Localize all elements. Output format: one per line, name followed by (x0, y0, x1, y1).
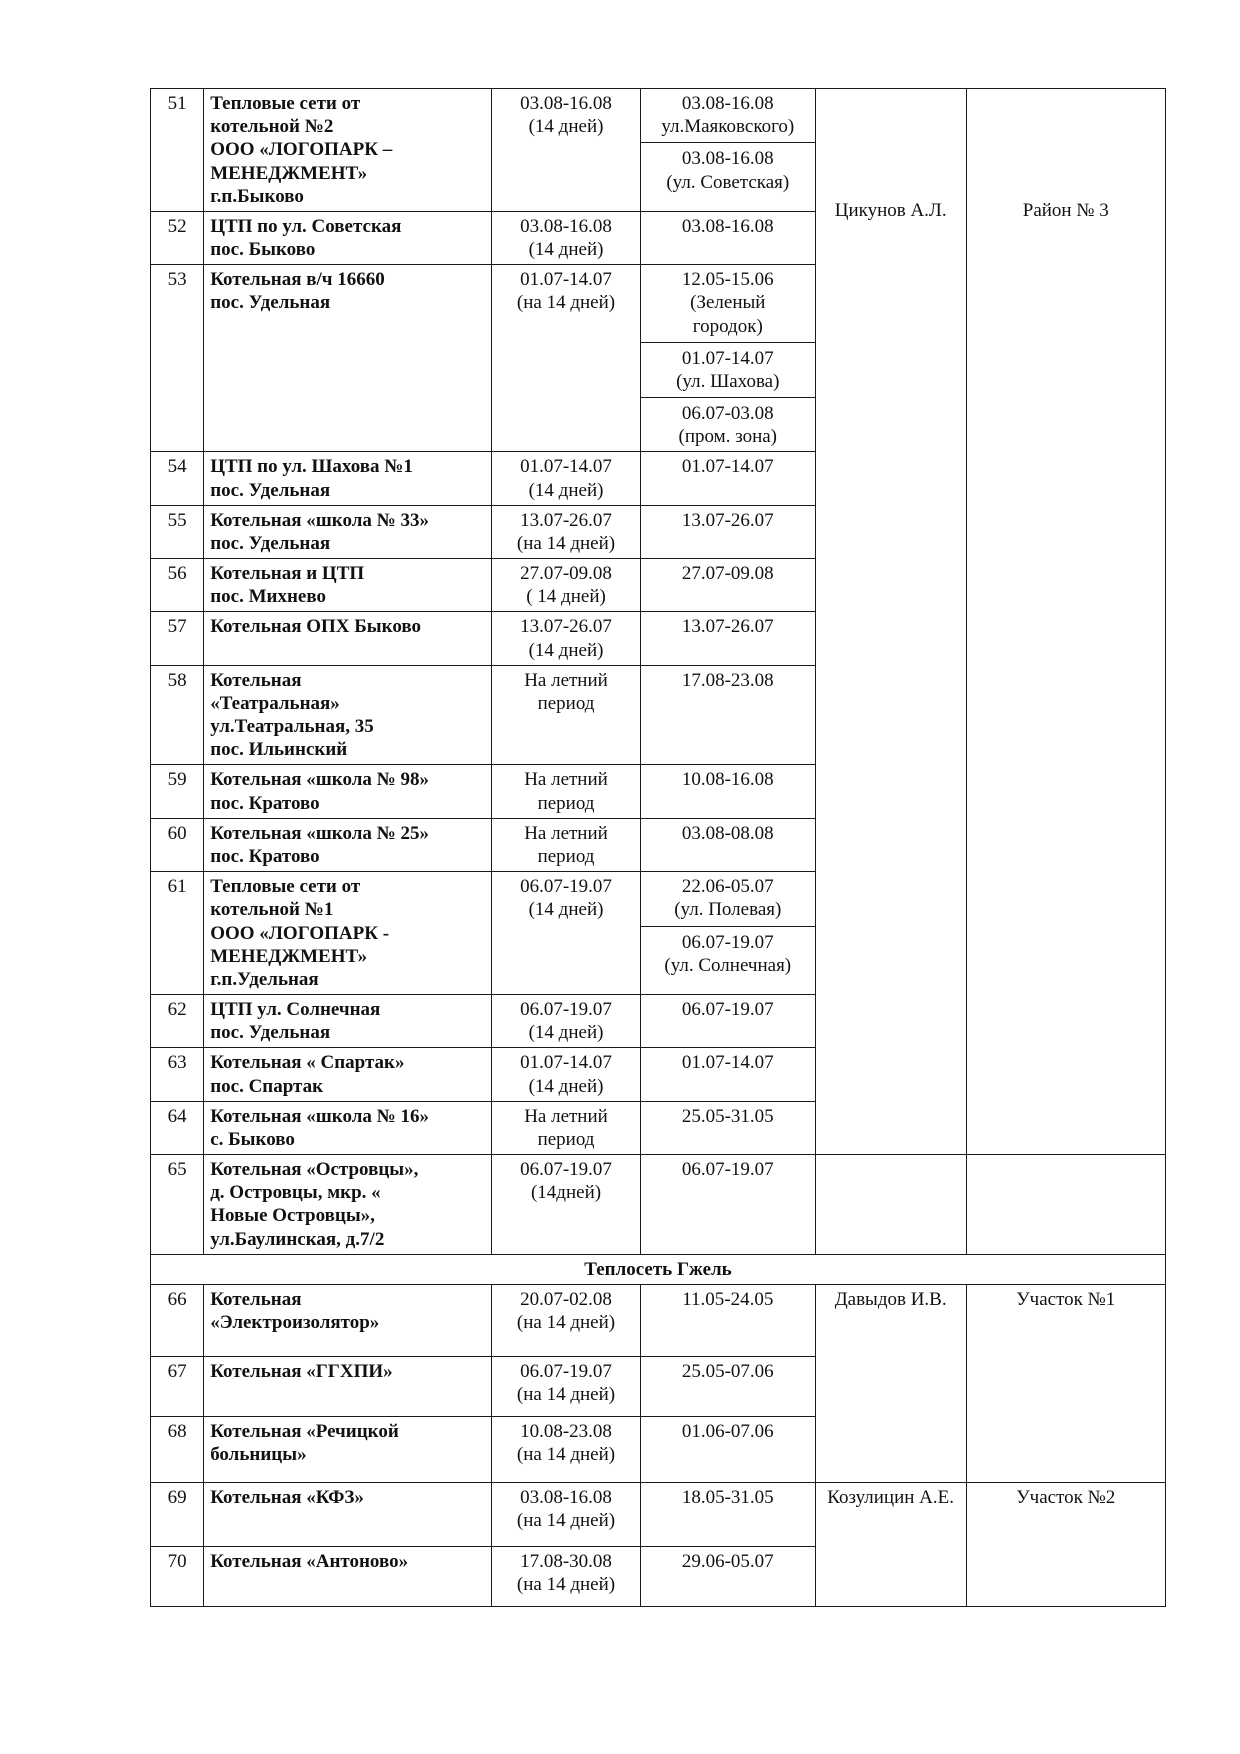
text-line: Котельная «Антоново» (210, 1550, 409, 1572)
shutdown-dates (640, 89, 815, 212)
shutdown-subperiod (647, 509, 809, 532)
repair-period (492, 665, 640, 765)
text-line: (14 дней) (528, 239, 604, 261)
text-line: Котельная «Островцы», (210, 1159, 419, 1181)
text-line: 27.07-09.08 (681, 563, 774, 585)
row-number: 60 (151, 818, 204, 871)
text-line: (14 дней) (528, 1075, 604, 1097)
text-line: (14 дней) (528, 899, 604, 921)
text-line: 06.07-19.07 (681, 999, 774, 1021)
text-line: 06.07-19.07 (681, 931, 774, 953)
text-line: 25.05-31.05 (681, 1105, 774, 1127)
text-line: больницы» (210, 1444, 307, 1466)
object-name (204, 1356, 492, 1416)
object-name (204, 505, 492, 558)
text-line: ЦТП по ул. Советская (210, 215, 402, 237)
table-row (151, 1284, 1166, 1356)
object-name (204, 1416, 492, 1482)
row-number: 59 (151, 765, 204, 818)
repair-period (492, 559, 640, 612)
row-number: 53 (151, 265, 204, 452)
shutdown-subperiod (647, 455, 809, 478)
responsible-person (815, 1155, 966, 1255)
repair-period (492, 265, 640, 452)
text-line: Котельная «КФЗ» (210, 1486, 364, 1508)
text-line: Котельная «Речицкой (210, 1420, 399, 1442)
text-line: пос. Быково (210, 239, 316, 261)
repair-period (492, 1482, 640, 1546)
repair-period (492, 1101, 640, 1154)
shutdown-dates (640, 1101, 815, 1154)
object-name (204, 612, 492, 665)
text-line: (на 14 дней) (516, 1384, 616, 1406)
repair-period (492, 872, 640, 995)
text-line: Тепловые сети от (210, 876, 361, 898)
text-line: 06.07-19.07 (520, 999, 612, 1021)
repair-period (492, 1416, 640, 1482)
row-number: 68 (151, 1416, 204, 1482)
object-name (204, 265, 492, 452)
text-line: 03.08-16.08 (681, 148, 774, 170)
shutdown-subperiod (647, 1486, 809, 1509)
row-number: 63 (151, 1048, 204, 1101)
shutdown-dates (640, 265, 815, 452)
shutdown-subperiod (647, 669, 809, 692)
text-line: Новые Островцы», (210, 1205, 375, 1227)
text-line: 01.07-14.07 (520, 1052, 612, 1074)
shutdown-subperiod (647, 1360, 809, 1383)
repair-period (492, 1356, 640, 1416)
row-number: 64 (151, 1101, 204, 1154)
text-line: 06.07-19.07 (520, 1159, 612, 1181)
text-line: ЦТП по ул. Шахова №1 (210, 456, 413, 478)
text-line: «Театральная» (210, 692, 340, 714)
shutdown-dates (640, 559, 815, 612)
shutdown-dates (640, 1416, 815, 1482)
row-number: 70 (151, 1546, 204, 1606)
text-line: городок) (692, 315, 763, 337)
row-number: 56 (151, 559, 204, 612)
text-line: (на 14 дней) (516, 1574, 616, 1596)
text-line: Котельная « Спартак» (210, 1052, 405, 1074)
text-line: (пром. зона) (678, 426, 778, 448)
row-number: 57 (151, 612, 204, 665)
text-line: 10.08-16.08 (681, 769, 774, 791)
object-name (204, 665, 492, 765)
shutdown-subperiod (647, 92, 809, 138)
row-number: 66 (151, 1284, 204, 1356)
repair-period (492, 89, 640, 212)
text-line: (на 14 дней) (516, 1312, 616, 1334)
text-line: 06.07-03.08 (681, 403, 774, 425)
object-name (204, 818, 492, 871)
row-number: 58 (151, 665, 204, 765)
object-name (204, 89, 492, 212)
text-line: 06.07-19.07 (520, 876, 612, 898)
text-line: МЕНЕДЖМЕНТ» (210, 162, 368, 184)
text-line: 10.08-23.08 (520, 1420, 612, 1442)
text-line: ул.Театральная, 35 (210, 716, 374, 738)
text-line: На летний (524, 669, 608, 691)
repair-schedule-table (150, 88, 1166, 1607)
shutdown-subperiod (647, 1550, 809, 1573)
text-line: пос. Кратово (210, 845, 320, 867)
repair-period (492, 211, 640, 264)
text-line: На летний (524, 1105, 608, 1127)
text-line: 03.08-16.08 (681, 93, 774, 114)
text-line: 29.06-05.07 (681, 1550, 774, 1572)
text-line: Котельная «школа № 98» (210, 769, 429, 791)
text-line: период (537, 692, 595, 714)
text-line: (на 14 дней) (516, 1510, 616, 1532)
text-line: (на 14 дней) (516, 532, 616, 554)
shutdown-dates (640, 665, 815, 765)
text-line: г.п.Удельная (210, 968, 319, 990)
shutdown-subperiod (647, 822, 809, 845)
text-line: (на 14 дней) (516, 1444, 616, 1466)
shutdown-dates (640, 872, 815, 995)
shutdown-dates (640, 1155, 815, 1255)
text-line: 11.05-24.05 (682, 1288, 774, 1310)
text-line: Тепловые сети от (210, 93, 361, 114)
text-line: (14 дней) (528, 1022, 604, 1044)
object-name (204, 452, 492, 505)
row-number: 51 (151, 89, 204, 212)
text-line: (14 дней) (528, 479, 604, 501)
text-line: 03.08-16.08 (681, 215, 774, 237)
text-line: (ул. Полевая) (674, 899, 782, 921)
shutdown-subperiod (641, 397, 815, 448)
repair-period (492, 612, 640, 665)
text-line: Котельная «школа № 25» (210, 822, 429, 844)
row-number: 65 (151, 1155, 204, 1255)
shutdown-dates (640, 1546, 815, 1606)
repair-period (492, 765, 640, 818)
row-number: 67 (151, 1356, 204, 1416)
shutdown-subperiod (647, 1105, 809, 1128)
text-line: с. Быково (210, 1128, 295, 1150)
repair-period (492, 1048, 640, 1101)
text-line: ул.Баулинская, д.7/2 (210, 1228, 385, 1250)
text-line: пос. Удельная (210, 479, 331, 501)
object-name (204, 1284, 492, 1356)
object-name (204, 1155, 492, 1255)
text-line: 01.07-14.07 (520, 456, 612, 478)
text-line: 17.08-30.08 (520, 1550, 612, 1572)
text-line: 03.08-08.08 (681, 822, 774, 844)
shutdown-subperiod (647, 268, 809, 338)
object-name (204, 1482, 492, 1546)
text-line: ООО «ЛОГОПАРК - (210, 922, 390, 944)
shutdown-subperiod (647, 1158, 809, 1181)
text-line: (ул. Шахова) (676, 370, 780, 392)
object-name (204, 559, 492, 612)
text-line: (на 14 дней) (516, 292, 616, 314)
text-line: 22.06-05.07 (681, 876, 774, 898)
text-line: 20.07-02.08 (520, 1288, 612, 1310)
text-line: д. Островцы, мкр. « (210, 1182, 381, 1204)
text-line: период (537, 792, 595, 814)
text-line: Котельная (210, 669, 302, 691)
shutdown-subperiod (641, 926, 815, 977)
shutdown-subperiod (647, 1420, 809, 1443)
text-line: Котельная «ГГХПИ» (210, 1360, 393, 1382)
text-line: На летний (524, 769, 608, 791)
text-line: период (537, 845, 595, 867)
text-line: 03.08-16.08 (520, 215, 612, 237)
shutdown-dates (640, 1356, 815, 1416)
text-line: (14дней) (530, 1182, 602, 1204)
text-line: период (537, 1128, 595, 1150)
text-line: 03.08-16.08 (520, 93, 612, 114)
text-line: (ул. Советская) (666, 171, 790, 193)
text-line: пос. Удельная (210, 532, 331, 554)
text-line: пос. Ильинский (210, 739, 348, 761)
text-line: пос. Удельная (210, 292, 331, 314)
text-line: 12.05-15.06 (681, 269, 774, 291)
repair-period (492, 452, 640, 505)
text-line: МЕНЕДЖМЕНТ» (210, 945, 368, 967)
text-line: 01.06-07.06 (681, 1420, 774, 1442)
shutdown-dates (640, 818, 815, 871)
text-line: 13.07-26.07 (520, 616, 612, 638)
text-line: (14 дней) (528, 116, 604, 138)
text-line: 13.07-26.07 (681, 509, 774, 531)
shutdown-subperiod (641, 142, 815, 193)
text-line: ул.Маяковского) (661, 116, 795, 138)
area-name: Участок №2 (966, 1482, 1166, 1606)
shutdown-dates (640, 765, 815, 818)
shutdown-dates (640, 1482, 815, 1546)
object-name (204, 211, 492, 264)
text-line: 13.07-26.07 (520, 509, 612, 531)
object-name (204, 1546, 492, 1606)
repair-period (492, 505, 640, 558)
shutdown-subperiod (647, 562, 809, 585)
shutdown-subperiod (641, 342, 815, 393)
row-number: 62 (151, 995, 204, 1048)
shutdown-subperiod (647, 1051, 809, 1074)
text-line: (Зеленый (690, 292, 766, 314)
text-line: 01.07-14.07 (681, 1052, 774, 1074)
text-line: 25.05-07.06 (681, 1360, 774, 1382)
text-line: ЦТП ул. Солнечная (210, 999, 381, 1021)
section-row (151, 1254, 1166, 1284)
text-line: 01.07-14.07 (520, 269, 612, 291)
text-line: котельной №2 (210, 116, 334, 138)
shutdown-dates (640, 1284, 815, 1356)
repair-period (492, 1155, 640, 1255)
text-line: 06.07-19.07 (520, 1360, 612, 1382)
table-row (151, 1155, 1166, 1255)
shutdown-dates (640, 211, 815, 264)
text-line: пос. Спартак (210, 1075, 324, 1097)
text-line: пос. Михнево (210, 586, 326, 608)
shutdown-dates (640, 452, 815, 505)
responsible-person: Давыдов И.В. (815, 1284, 966, 1482)
text-line: 03.08-16.08 (520, 1486, 612, 1508)
row-number: 69 (151, 1482, 204, 1546)
text-line: пос. Кратово (210, 792, 320, 814)
text-line: пос. Удельная (210, 1022, 331, 1044)
shutdown-dates (640, 995, 815, 1048)
text-line: ООО «ЛОГОПАРК – (210, 139, 393, 161)
text-line: 13.07-26.07 (681, 616, 774, 638)
row-number: 52 (151, 211, 204, 264)
shutdown-subperiod (647, 768, 809, 791)
object-name (204, 765, 492, 818)
section-title: Теплосеть Гжель (151, 1254, 1166, 1284)
shutdown-subperiod (647, 215, 809, 238)
area-name: Район № 3 (966, 89, 1166, 1155)
shutdown-subperiod (647, 998, 809, 1021)
object-name (204, 1101, 492, 1154)
shutdown-subperiod (647, 1288, 809, 1311)
shutdown-subperiod (647, 875, 809, 921)
text-line: Котельная (210, 1288, 302, 1310)
text-line: (ул. Солнечная) (664, 954, 792, 976)
row-number: 55 (151, 505, 204, 558)
text-line: 06.07-19.07 (681, 1159, 774, 1181)
table-row (151, 89, 1166, 212)
text-line: На летний (524, 822, 608, 844)
area-name (966, 1155, 1166, 1255)
area-name: Участок №1 (966, 1284, 1166, 1482)
object-name (204, 872, 492, 995)
repair-period (492, 1284, 640, 1356)
shutdown-dates (640, 612, 815, 665)
text-line: 01.07-14.07 (681, 456, 774, 478)
object-name (204, 995, 492, 1048)
text-line: ( 14 дней) (526, 586, 606, 608)
repair-period (492, 995, 640, 1048)
text-line: 18.05-31.05 (681, 1486, 774, 1508)
responsible-person: Цикунов А.Л. (815, 89, 966, 1155)
repair-period (492, 1546, 640, 1606)
table-row (151, 1482, 1166, 1546)
responsible-person: Козулицин А.Е. (815, 1482, 966, 1606)
text-line: 17.08-23.08 (681, 669, 774, 691)
text-line: (14 дней) (528, 639, 604, 661)
text-line: г.п.Быково (210, 185, 304, 207)
row-number: 61 (151, 872, 204, 995)
repair-period (492, 818, 640, 871)
object-name (204, 1048, 492, 1101)
shutdown-subperiod (647, 615, 809, 638)
row-number: 54 (151, 452, 204, 505)
text-line: Котельная в/ч 16660 (210, 269, 385, 291)
shutdown-dates (640, 1048, 815, 1101)
text-line: 27.07-09.08 (520, 563, 612, 585)
text-line: Котельная «школа № 16» (210, 1105, 429, 1127)
text-line: Котельная «школа № 33» (210, 509, 429, 531)
text-line: котельной №1 (210, 899, 334, 921)
text-line: Котельная и ЦТП (210, 563, 365, 585)
text-line: 01.07-14.07 (681, 347, 774, 369)
shutdown-dates (640, 505, 815, 558)
text-line: «Электроизолятор» (210, 1312, 380, 1334)
text-line: Котельная ОПХ Быково (210, 616, 421, 638)
